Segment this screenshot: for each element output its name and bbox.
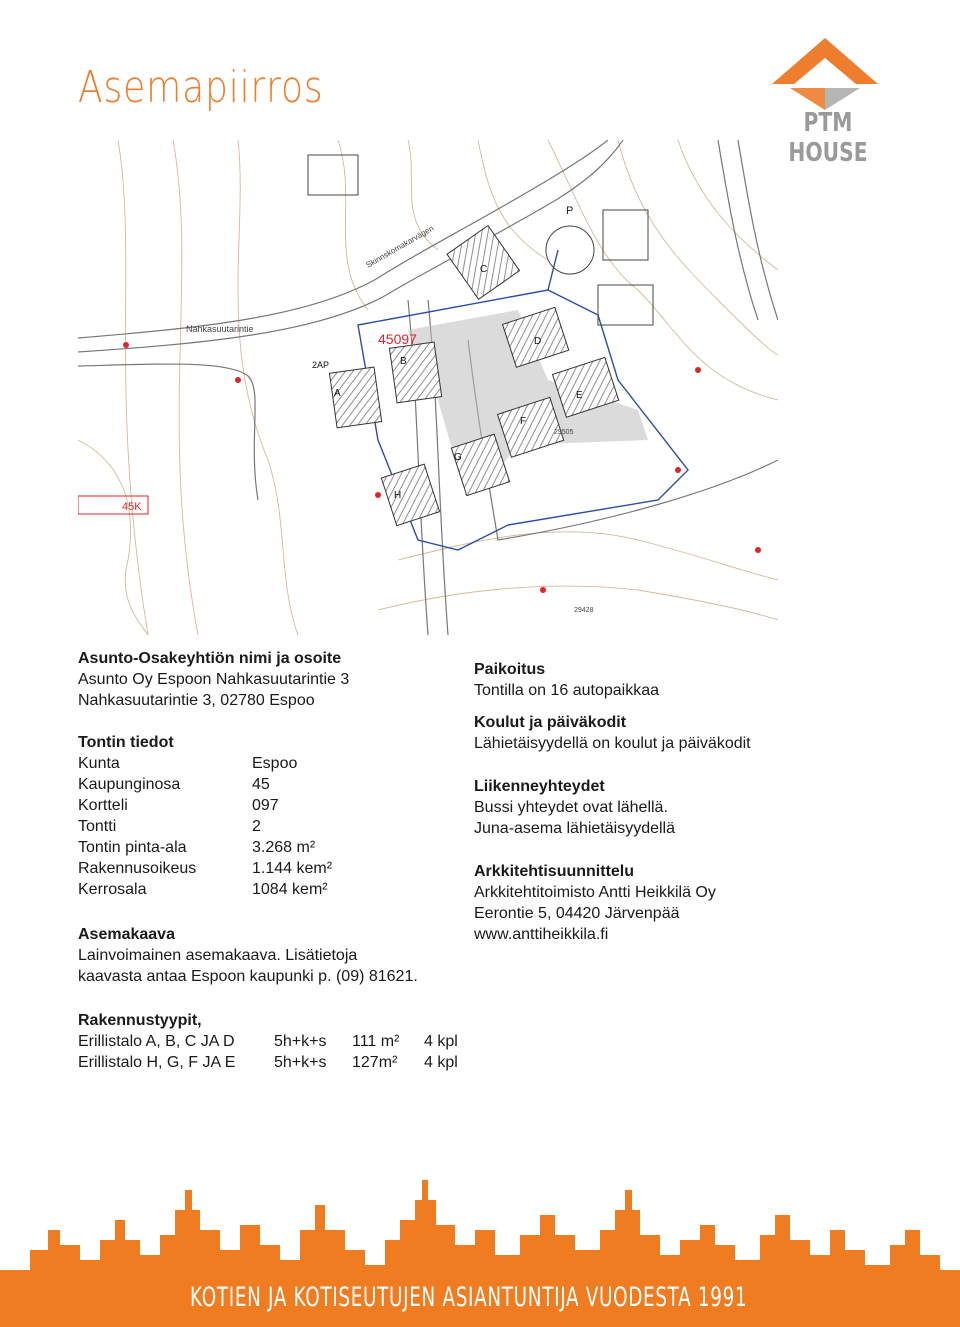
architect-heading: Arkkitehtisuunnittelu	[474, 863, 635, 880]
plot-info-value: 3.268 m²	[252, 839, 316, 856]
building-type-name: Erillistalo A, B, C JA D	[78, 1033, 235, 1050]
building-label-h: H	[394, 490, 402, 501]
building-type-area: 111 m²	[352, 1033, 400, 1050]
company-line-1: Asunto Oy Espoon Nahkasuutarintie 3	[78, 671, 350, 688]
plot-info-heading: Tontin tiedot	[78, 734, 174, 751]
footer-slogan: KOTIEN JA KOTISEUTUJEN ASIANTUNTIJA VUODESTA 1991	[190, 1282, 748, 1313]
plot-info-row	[78, 879, 332, 900]
parking-heading: Paikoitus	[474, 661, 546, 678]
plot-info-label: Kunta	[78, 755, 120, 772]
transport-heading: Liikenneyhteydet	[474, 778, 605, 795]
building-label-f: F	[520, 416, 527, 427]
building-types-heading: Rakennustyypit,	[78, 1012, 202, 1029]
building-tag: 2AP	[312, 360, 330, 370]
plot-info-value: 45	[252, 776, 270, 793]
block-label: 45K	[122, 501, 142, 513]
plot-info-label: Kaupunginosa	[78, 776, 181, 793]
building-label-c: C	[480, 264, 488, 275]
transport-line-1: Bussi yhteydet ovat lähellä.	[474, 799, 668, 816]
parking-text: Tontilla on 16 autopaikkaa	[474, 682, 660, 699]
plot-info-value: Espoo	[252, 755, 298, 772]
building-label-b: B	[400, 356, 407, 367]
plot-info-value: 1084 kem²	[252, 881, 328, 898]
plot-info-row	[78, 858, 332, 879]
architect-website-link[interactable]: www.anttiheikkila.fi	[474, 926, 609, 943]
company-heading: Asunto-Osakeyhtiön nimi ja osoite	[78, 650, 342, 667]
company-line-2: Nahkasuutarintie 3, 02780 Espoo	[78, 692, 315, 709]
zoning-section	[78, 924, 418, 987]
transport-line-2: Juna-asema lähietäisyydellä	[474, 820, 675, 837]
plot-info-row	[78, 816, 332, 837]
plot-info-value: 2	[252, 818, 261, 835]
building-type-layout: 5h+k+s	[274, 1054, 327, 1071]
architect-line-2: Eerontie 5, 04420 Järvenpää	[474, 905, 680, 922]
parking-section	[474, 659, 659, 701]
plot-number-other-1: 29505	[554, 429, 574, 436]
road-label-2: Skinnskomakarvägen	[364, 223, 436, 270]
plot-info-row	[78, 753, 332, 774]
page-title: Asemapiirros	[78, 62, 324, 113]
building-types-section	[78, 1010, 458, 1073]
schools-text: Lähietäisyydellä on koulut ja päiväkodit	[474, 735, 751, 752]
building-label-e: E	[576, 390, 583, 401]
building-label-a: A	[334, 388, 341, 399]
plot-info-label: Kortteli	[78, 797, 128, 814]
building-label-d: D	[534, 336, 542, 347]
building-type-row	[78, 1052, 458, 1073]
plot-info-value: 1.144 kem²	[252, 860, 333, 877]
company-section	[78, 648, 349, 711]
road-label-1: Nahkasuutarintie	[186, 324, 254, 334]
plot-number-other-2: 29428	[574, 607, 594, 614]
site-plan-map	[78, 140, 778, 635]
schools-heading: Koulut ja päiväkodit	[474, 714, 627, 731]
schools-section	[474, 712, 751, 754]
plot-info-section	[78, 732, 332, 900]
parking-tag: P	[566, 205, 574, 217]
plot-info-row	[78, 774, 332, 795]
zoning-line-1: Lainvoimainen asemakaava. Lisätietoja	[78, 947, 358, 964]
building-type-row	[78, 1031, 458, 1052]
plot-info-label: Tontin pinta-ala	[78, 839, 187, 856]
zoning-line-2: kaavasta antaa Espoon kaupunki p. (09) 81621.	[78, 968, 418, 985]
building-type-name: Erillistalo H, G, F JA E	[78, 1054, 236, 1071]
transport-section	[474, 776, 675, 839]
plot-number: 45097	[378, 331, 417, 347]
plot-info-row	[78, 837, 332, 858]
building-type-layout: 5h+k+s	[274, 1033, 327, 1050]
architect-line-1: Arkkitehtitoimisto Antti Heikkilä Oy	[474, 884, 716, 901]
building-type-area: 127m²	[352, 1054, 398, 1071]
logo-text: PTM HOUSE	[788, 108, 868, 168]
zoning-heading: Asemakaava	[78, 926, 175, 943]
building-label-g: G	[454, 452, 462, 463]
plot-info-row	[78, 795, 332, 816]
architect-section	[474, 861, 716, 945]
plot-info-label: Rakennusoikeus	[78, 860, 197, 877]
building-type-count: 4 kpl	[424, 1033, 458, 1050]
plot-info-label: Tontti	[78, 818, 117, 835]
plot-info-value: 097	[252, 797, 279, 814]
building-type-count: 4 kpl	[424, 1054, 458, 1071]
plot-info-label: Kerrosala	[78, 881, 147, 898]
